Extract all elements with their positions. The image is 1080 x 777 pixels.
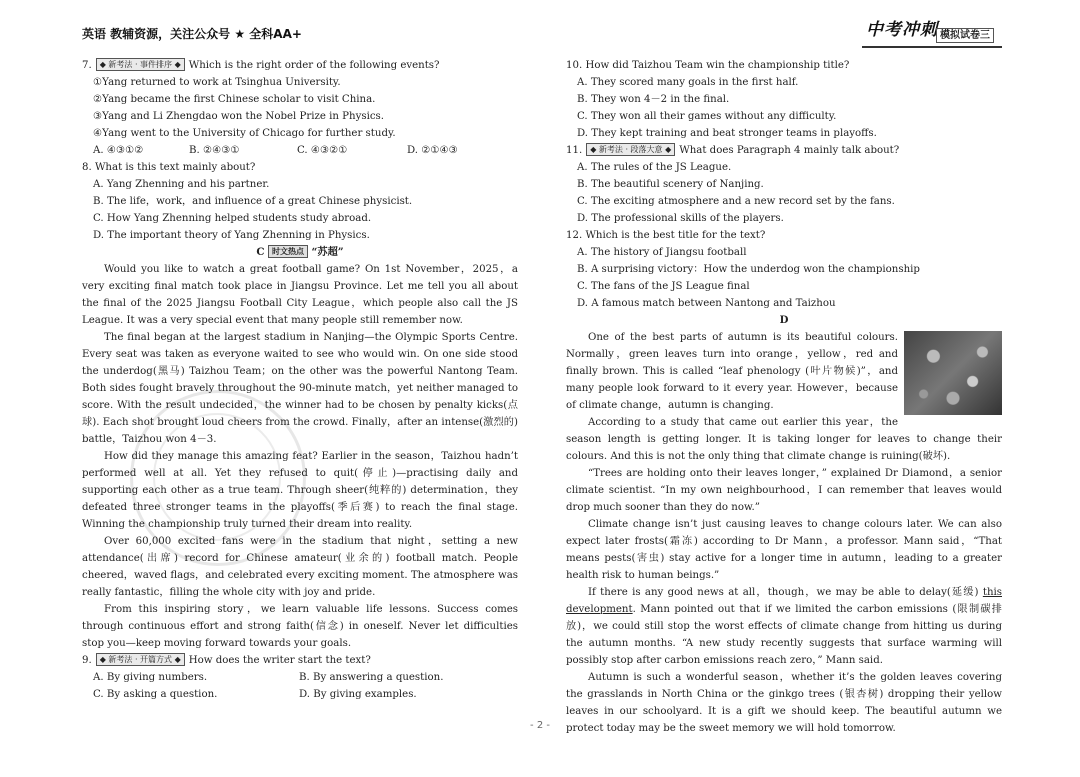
passage-c-paragraph: How did they manage this amazing feat? Earlier in the season，Taizhou hadn’t performed well at all. Yet they refused to quit(停止)—practising daily and supporting each other as a true team. Through sheer(纯粹的) determination，they defeated three stronger teams in the playoffs(季后赛) to reach the final stage. Winning the championship truly turned their dream into reality. bbox=[82, 451, 518, 530]
option-c[interactable]: C. ④③②① bbox=[297, 145, 348, 156]
autumn-leaves-photo bbox=[904, 331, 1002, 415]
option-d[interactable]: D. By giving examples. bbox=[299, 689, 417, 700]
option-row bbox=[82, 142, 518, 159]
section-d-heading: D bbox=[779, 314, 789, 326]
option-a[interactable]: A. By giving numbers. bbox=[93, 672, 208, 683]
question-stem: Which is the right order of the following events? bbox=[188, 60, 440, 71]
page-number: - 2 - bbox=[530, 720, 550, 731]
underlined-phrase: this development bbox=[566, 587, 1002, 615]
option-b[interactable]: B. The beautiful scenery of Nanjing. bbox=[577, 179, 764, 190]
passage-d-paragraph: One of the best parts of autumn is its beautiful colours. Normally，green leaves turn into orange，yellow，red and finally brown. This is called “leaf phenology (叶片物候)”，and many people look forward to it every year. However，because of climate change，autumn is changing. bbox=[566, 332, 898, 411]
event-item: ②Yang became the first Chinese scholar to visit China. bbox=[93, 94, 376, 105]
passage-d-paragraph: “Trees are holding onto their leaves longer，” explained Dr Diamond，a senior climate scientist. “In my own neighbourhood，I can remember that leaves would drop much sooner than they do now.” bbox=[566, 468, 1002, 513]
question-tag: ◆ 新考法 · 段落大意 ◆ bbox=[586, 143, 675, 156]
exam-type-badge: 模拟试卷三 bbox=[936, 28, 994, 43]
question-stem: How does the writer start the text? bbox=[188, 655, 371, 666]
option-d[interactable]: D. They kept training and beat stronger teams in playoffs. bbox=[577, 128, 877, 139]
header-left-text: 英语 教辅资源，关注公众号 ★ 全科AA+ bbox=[82, 27, 302, 41]
option-a[interactable]: A. Yang Zhenning and his partner. bbox=[93, 179, 270, 190]
header-brand-block bbox=[862, 20, 1002, 48]
left-column bbox=[82, 57, 518, 703]
option-b[interactable]: B. They won 4－2 in the final. bbox=[577, 94, 730, 105]
passage-c-paragraph: Over 60,000 excited fans were in the stadium that night，setting a new attendance(出席) record for Chinese amateur(业余的) football match. People cheered，waved flags，and celebrated every exciting moment. The atmosphere was really fantastic，filling the whole city with joy and pride. bbox=[82, 536, 518, 598]
passage-c-paragraph: From this inspiring story，we learn valuable life lessons. Success comes through continuous effort and strong faith(信念) in oneself. Never let difficulties stop you—keep moving forward towards your goals. bbox=[82, 604, 518, 649]
option-b[interactable]: B. ②④③① bbox=[189, 145, 240, 156]
brand-logo: 中考冲刺 bbox=[866, 20, 938, 40]
option-c[interactable]: C. How Yang Zhenning helped students study abroad. bbox=[93, 213, 372, 224]
option-c[interactable]: C. The exciting atmosphere and a new record set by the fans. bbox=[577, 196, 895, 207]
option-d[interactable]: D. The important theory of Yang Zhenning in Physics. bbox=[93, 230, 370, 241]
option-b[interactable]: B. By answering a question. bbox=[299, 672, 444, 683]
question-stem: What does Paragraph 4 mainly talk about? bbox=[679, 145, 900, 156]
section-tag: 时文热点 bbox=[268, 245, 308, 258]
event-item: ①Yang returned to work at Tsinghua University. bbox=[93, 77, 341, 88]
section-c-heading: C 时文热点 “苏超” bbox=[256, 246, 344, 258]
question-12: 12. Which is the best title for the text? bbox=[566, 230, 766, 241]
option-c[interactable]: C. By asking a question. bbox=[93, 689, 218, 700]
passage-d-paragraph: If there is any good news at all，though，we may be able to delay(延缓) this development. Mann pointed out that if we limited the carbon emissions (限制碳排放)，we could still stop the worst effects of climate change from hitting us during the autumn months. “A new study recently suggests that surface warming will possibly stop after carbon emissions reach zero，” Mann said. bbox=[566, 587, 1002, 666]
question-9: 9. ◆ 新考法 · 开篇方式 ◆ How does the writer start the text? bbox=[82, 655, 371, 666]
right-column bbox=[566, 57, 1002, 737]
option-d[interactable]: D. The professional skills of the players. bbox=[577, 213, 784, 224]
question-11: 11. ◆ 新考法 · 段落大意 ◆ What does Paragraph 4 mainly talk about? bbox=[566, 145, 900, 156]
passage-c-paragraph: The final began at the largest stadium in Nanjing—the Olympic Sports Centre. Every seat was taken as everyone waited to see who would win. On one side stood the underdog(黑马) Taizhou Team；on the other was the powerful Nantong Team. Both sides fought bravely throughout the 90-minute match，yet neither managed to score. With the result undecided，the winner had to be chosen by penalty kicks(点球). Each shot brought loud cheers from the crowd. Finally，after an intense(激烈的) battle，Taizhou won 4－3. bbox=[82, 332, 518, 445]
section-title: “苏超” bbox=[311, 246, 344, 258]
passage-d-paragraph: According to a study that came out earlier this year，the season length is getting longer. It is taking longer for leaves to change their colours. And this is not the only thing that climate change is ruining(破坏). bbox=[566, 417, 1002, 462]
option-b[interactable]: B. A surprising victory：How the underdog won the championship bbox=[577, 264, 920, 275]
question-tag: ◆ 新考法 · 开篇方式 ◆ bbox=[96, 653, 185, 666]
option-c[interactable]: C. The fans of the JS League final bbox=[577, 281, 750, 292]
question-tag: ◆ 新考法 · 事件排序 ◆ bbox=[96, 58, 185, 71]
option-a[interactable]: A. ④③①② bbox=[93, 145, 144, 156]
option-row bbox=[82, 686, 518, 703]
event-item: ③Yang and Li Zhengdao won the Nobel Prize in Physics. bbox=[93, 111, 385, 122]
question-7: 7. ◆ 新考法 · 事件排序 ◆ Which is the right order of the following events? bbox=[82, 60, 440, 71]
question-10: 10. How did Taizhou Team win the championship title? bbox=[566, 60, 850, 71]
passage-d-paragraph: Autumn is such a wonderful season，whether it’s the golden leaves covering the grasslands in North China or the ginkgo trees (银杏树) dropping their yellow leaves in our schoolyard. It is a gift we should keep. The beautiful autumn we protect today may be the sweet memory we will hold tomorrow. bbox=[566, 672, 1002, 734]
option-d[interactable]: D. ②①④③ bbox=[407, 145, 458, 156]
option-b[interactable]: B. The life，work，and influence of a great Chinese physicist. bbox=[93, 196, 413, 207]
option-row bbox=[82, 669, 518, 686]
option-c[interactable]: C. They won all their games without any difficulty. bbox=[577, 111, 837, 122]
passage-c-paragraph: Would you like to watch a great football game? On 1st November，2025，a very exciting final match took place in Jiangsu Province. Let me tell you all about the final of the 2025 Jiangsu Football City League，which people also call the JS League. It was a very special event that many people still remember now. bbox=[82, 264, 518, 326]
passage-d-paragraph: Climate change isn’t just causing leaves to change colours later. We can also expect later frosts(霜冻) according to Dr Mann，a professor. Mann said，“That means pests(害虫) stay active for a longer time in autumn，leading to a greater health risk to human beings.” bbox=[566, 519, 1002, 581]
option-a[interactable]: A. The history of Jiangsu football bbox=[577, 247, 747, 258]
option-a[interactable]: A. They scored many goals in the first half. bbox=[577, 77, 799, 88]
option-a[interactable]: A. The rules of the JS League. bbox=[577, 162, 732, 173]
option-d[interactable]: D. A famous match between Nantong and Taizhou bbox=[577, 298, 836, 309]
question-8: 8. What is this text mainly about? bbox=[82, 162, 256, 173]
event-item: ④Yang went to the University of Chicago for further study. bbox=[93, 128, 396, 139]
